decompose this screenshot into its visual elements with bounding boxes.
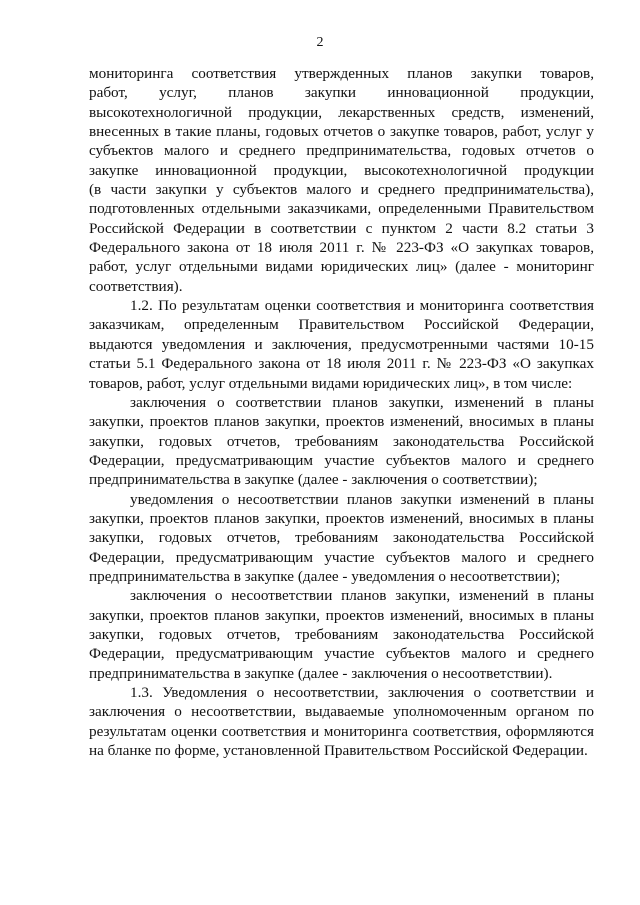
text-line: Федерации, предусматривающим участие субъектов малого и среднего [89,548,594,566]
text-line: (в части закупки у субъектов малого и среднего предпринимательства), [89,181,594,199]
text-line: 1.3. Уведомления о несоответствии, заключения о соответствии и [130,684,594,701]
text-line: высокотехнологичной продукции, лекарственных средств, изменений, [89,103,594,121]
text-line: на бланке по форме, установленной Правительством Российской Федерации. [89,742,588,760]
text-line: закупки, годовых отчетов, требованиям законодательства Российской [89,625,594,643]
paragraph [89,586,594,683]
page-number: 2 [316,35,324,50]
document-body [89,64,594,760]
text-line: субъектов малого и среднего предпринимательства, годовых отчетов о [89,142,594,160]
paragraph [89,296,594,393]
text-line: подготовленных отдельными заказчиками, определенными Правительством [89,200,594,218]
text-line: заключения о соответствии планов закупки, изменений в планы [130,393,594,411]
text-line: Российской Федерации в соответствии с пунктом 2 части 8.2 статьи 3 [89,219,594,237]
text-line: закупки, проектов планов закупки, проектов изменений, вносимых в планы [89,509,594,527]
text-line: предпринимательства в закупке (далее - уведомления о несоответствии); [89,567,561,585]
text-line: предпринимательства в закупке (далее - заключения о несоответствии). [89,664,553,682]
text-line: работ, услуг отдельными видами юридических лиц» (далее - мониторинг [89,258,594,276]
text-line: заключения о несоответствии планов закупки, изменений в планы [130,587,594,605]
paragraph [89,490,594,587]
text-line: результатам оценки соответствия и мониторинга соответствия, оформляются [89,722,594,740]
text-line: закупки, проектов планов закупки, проектов изменений, вносимых в планы [89,606,594,624]
text-line: выдаются уведомления и заключения, предусмотренными частями 10-15 [89,335,594,353]
text-line: заключения о несоответствии, выдаваемые уполномоченным органом по [89,703,594,721]
text-line: мониторинга соответствия утвержденных планов закупки товаров, [89,65,594,82]
text-line: внесенных в такие планы, годовых отчетов о закупке товаров, работ, услуг у [89,123,594,141]
text-line: уведомления о несоответствии планов закупки изменений в планы [130,490,594,508]
text-line: 1.2. По результатам оценки соответствия и мониторинга соответствия [130,297,594,315]
text-line: Федерации, предусматривающим участие субъектов малого и среднего [89,451,594,469]
text-line: статьи 5.1 Федерального закона от 18 июля 2011 г. № 223-ФЗ «О закупках [89,355,594,373]
text-line: Федерации, предусматривающим участие субъектов малого и среднего [89,645,594,663]
text-line: закупке инновационной продукции, высокотехнологичной продукции [89,161,594,179]
paragraph [89,64,594,296]
text-line: закупки, годовых отчетов, требованиям законодательства Российской [89,432,594,450]
paragraph [89,393,594,490]
text-line: закупки, годовых отчетов, требованиям законодательства Российской [89,529,594,547]
paragraph [89,683,594,760]
text-line: товаров, работ, услуг отдельными видами юридических лиц», в том числе: [89,374,573,392]
text-line: работ, услуг, планов закупки инновационной продукции, [89,84,594,102]
text-line: Федерального закона от 18 июля 2011 г. № 223-ФЗ «О закупках товаров, [89,239,594,257]
text-line: предпринимательства в закупке (далее - заключения о соответствии); [89,471,538,489]
text-line: закупки, проектов планов закупки, проектов изменений, вносимых в планы [89,413,594,431]
text-line: заказчикам, определенным Правительством Российской Федерации, [89,316,594,334]
text-line: соответствия). [89,277,183,295]
